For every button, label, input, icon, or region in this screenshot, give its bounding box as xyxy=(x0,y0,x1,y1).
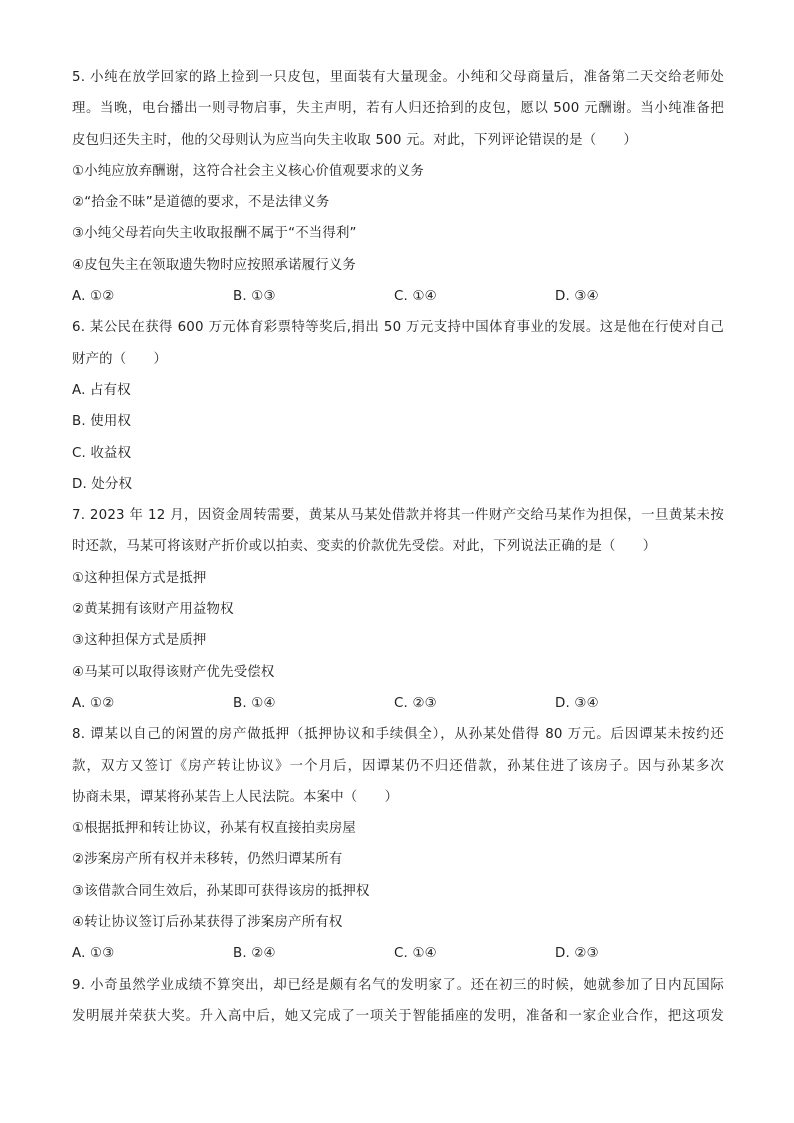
option-a: A. ①③ xyxy=(72,946,115,962)
statement: ④转让协议签订后孙某获得了涉案房产所有权 xyxy=(72,915,343,931)
answer-options xyxy=(72,688,724,719)
statement: ①这种担保方式是抵押 xyxy=(72,570,207,586)
statement: ①根据抵押和转让协议，孙某有权直接拍卖房屋 xyxy=(72,821,357,837)
question-stem-line: 时还款，马某可将该财产折价或以拍卖、变卖的价款优先受偿。对此，下列说法正确的是（ ） xyxy=(72,539,657,555)
statement: ②“拾金不昧”是道德的要求，不是法律义务 xyxy=(72,195,330,211)
option-a: A. ①② xyxy=(72,289,115,305)
statement: ②黄某拥有该财产用益物权 xyxy=(72,602,234,618)
option-b: B. ②④ xyxy=(233,946,276,962)
answer-options xyxy=(72,281,724,312)
option-d: D. ③④ xyxy=(555,289,599,305)
option-d: D. ③④ xyxy=(555,695,599,711)
question-stem-line: 皮包归还失主时，他的父母则认为应当向失主收取 500 元。对此，下列评论错误的是（ ） xyxy=(72,132,638,148)
option-d: D. ②③ xyxy=(555,946,599,962)
question-stem-line: 理。当晚，电台播出一则寻物启事，失主声明，若有人归还拾到的皮包，愿以 500 元酬谢。当小纯准备把 xyxy=(72,101,724,117)
option-b: B. ①③ xyxy=(233,289,276,305)
option-c: C. ①④ xyxy=(394,946,437,962)
question-8 xyxy=(72,719,724,969)
question-stem-line: 5. 小纯在放学回家的路上捡到一只皮包，里面装有大量现金。小纯和父母商量后，准备第二天交给老师处 xyxy=(72,70,724,85)
question-stem-line: 款，双方又签订《房产转让协议》一个月后，因谭某仍不归还借款，孙某住进了该房子。因与孙某多次 xyxy=(72,758,724,774)
option-a: A. 占有权 xyxy=(72,382,131,398)
statement: ③该借款合同生效后，孙某即可获得该房的抵押权 xyxy=(72,883,370,899)
statement: ④皮包失主在领取遗失物时应按照承诺履行义务 xyxy=(72,257,357,273)
option-c: C. ①④ xyxy=(394,289,437,305)
exam-page xyxy=(72,62,724,1032)
option-c: C. 收益权 xyxy=(72,445,132,461)
question-stem-line: 发明展并荣获大奖。升入高中后，她又完成了一项关于智能插座的发明，准备和一家企业合作，把这项发 xyxy=(72,1008,724,1024)
statement: ①小纯应放弃酬谢，这符合社会主义核心价值观要求的义务 xyxy=(72,163,424,179)
option-c: C. ②③ xyxy=(394,695,437,711)
question-5 xyxy=(72,62,724,312)
option-b: B. ①④ xyxy=(233,695,276,711)
option-b: B. 使用权 xyxy=(72,414,132,430)
question-stem-line: 协商未果，谭某将孙某告上人民法院。本案中（ ） xyxy=(72,789,399,805)
question-stem-line: 6. 某公民在获得 600 万元体育彩票特等奖后,捐出 50 万元支持中国体育事业的发展。这是他在行使对自己 xyxy=(72,320,724,336)
statement: ④马某可以取得该财产优先受偿权 xyxy=(72,664,275,680)
question-9 xyxy=(72,970,724,1033)
question-stem-line: 8. 谭某以自己的闲置的房产做抵押（抵押协议和手续俱全），从孙某处借得 80 万元。后因谭某未按约还 xyxy=(72,727,724,743)
question-stem-line: 财产的（ ） xyxy=(72,351,168,367)
option-d: D. 处分权 xyxy=(72,476,133,492)
statement: ③这种担保方式是质押 xyxy=(72,633,207,649)
option-a: A. ①② xyxy=(72,695,115,711)
question-stem-line: 7. 2023 年 12 月，因资金周转需要，黄某从马某处借款并将其一件财产交给马某作为担保，一旦黄某未按 xyxy=(72,508,724,524)
question-stem-line: 9. 小奇虽然学业成绩不算突出，却已经是颇有名气的发明家了。还在初三的时候，她就参加了日内瓦国际 xyxy=(72,977,724,993)
question-7 xyxy=(72,500,724,719)
statement: ③小纯父母若向失主收取报酬不属于“不当得利” xyxy=(72,226,357,242)
answer-options xyxy=(72,938,724,969)
question-6 xyxy=(72,312,724,500)
statement: ②涉案房产所有权并未移转，仍然归谭某所有 xyxy=(72,852,343,868)
